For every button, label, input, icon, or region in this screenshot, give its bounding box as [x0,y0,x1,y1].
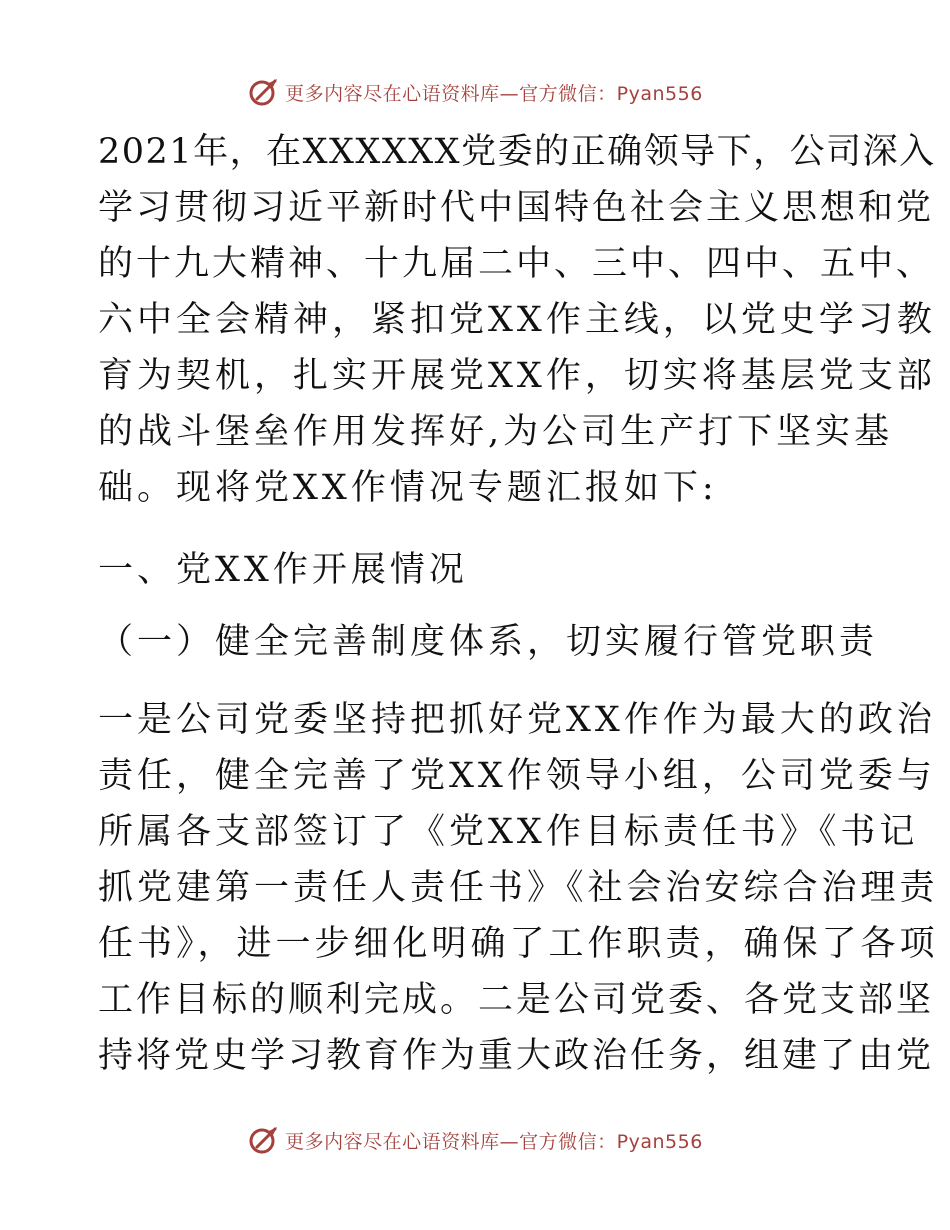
body-line: 的十九大精神、十九届二中、三中、四中、五中、 [98,244,935,284]
footer-watermark [0,1120,950,1160]
body-line: 工作目标的顺利完成。二是公司党委、各党支部坚 [98,980,935,1020]
body-line: 的战斗堡垒作用发挥好,为公司生产打下坚实基 [98,412,894,452]
body-line: 2021年，在XXXXXX党委的正确领导下，公司深入 [98,132,936,172]
body-line: 六中全会精神，紧扣党XX作主线，以党史学习教 [98,300,936,340]
quill-logo-icon [247,1123,281,1157]
body-line: 育为契机，扎实开展党XX作，切实将基层党支部 [98,356,936,396]
quill-logo-icon [247,75,281,109]
header-watermark [0,72,950,112]
body-line: 所属各支部签订了《党XX作目标责任书》《书记 [98,812,919,852]
header-watermark-text: 更多内容尽在心语资料库—官方微信：Pyan556 [285,82,703,105]
body-line: 责任，健全完善了党XX作领导小组，公司党委与 [98,756,936,796]
body-line: 一是公司党委坚持把抓好党XX作作为最大的政治 [98,700,936,740]
footer-watermark-text: 更多内容尽在心语资料库—官方微信：Pyan556 [285,1130,703,1153]
body-line: 础。现将党XX作情况专题汇报如下: [98,468,718,508]
body-line: 抓党建第一责任人责任书》《社会治安综合治理责 [98,868,939,908]
section-heading: 一、党XX作开展情况 [98,550,468,590]
body-line: 学习贯彻习近平新时代中国特色社会主义思想和党 [98,188,935,228]
body-line: 任书》，进一步细化明确了工作职责，确保了各项 [98,924,939,964]
body-line: 持将党史学习教育作为重大政治任务，组建了由党 [98,1036,935,1076]
subsection-heading: （一）健全完善制度体系，切实履行管党职责 [98,622,879,662]
